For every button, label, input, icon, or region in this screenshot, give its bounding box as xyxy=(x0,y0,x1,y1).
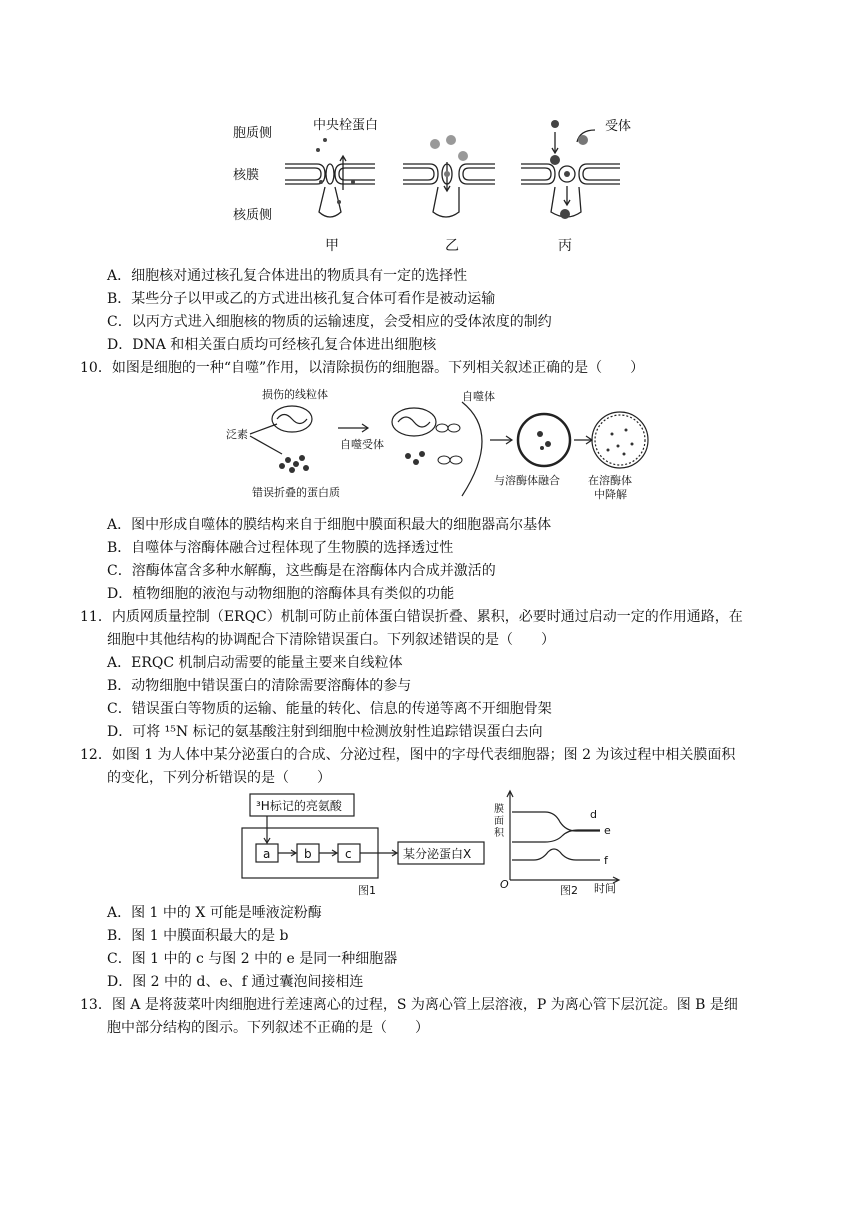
fig2-xlabel: 时间 xyxy=(594,882,616,895)
fig1-caption: 图1 xyxy=(358,884,376,897)
damaged-mito-label: 损伤的线粒体 xyxy=(262,388,328,401)
q12-stem-line1: 12．如图 1 为人体中某分泌蛋白的合成、分泌过程，图中的字母代表细胞器；图 2 为该过程中相关膜面积 xyxy=(80,747,736,763)
q13-stem-line1: 13．图 A 是将菠菜叶肉细胞进行差速离心的过程，S 为离心管上层溶液，P 为离心管下层沉淀。图 B 是细 xyxy=(80,997,738,1013)
q11-option-a: A．ERQC 机制启动需要的能量主要来自线粒体 xyxy=(107,655,403,671)
q10-stem: 10．如图是细胞的一种“自噬”作用，以清除损伤的细胞器。下列相关叙述正确的是（ ） xyxy=(80,360,645,376)
fuse-label: 与溶酶体融合 xyxy=(494,474,560,487)
nucleo-side-label: 核质侧 xyxy=(233,208,273,223)
degrade-label-2: 中降解 xyxy=(594,488,627,501)
q12-option-b: B．图 1 中膜面积最大的是 b xyxy=(107,928,289,944)
fig2-ylabel-1: 膜 xyxy=(494,804,504,815)
receptor-label: 受体 xyxy=(605,119,632,134)
q12-stem-line2: 的变化，下列分析错误的是（ ） xyxy=(107,770,331,786)
nuclear-pore-figure xyxy=(225,112,645,257)
jia-label: 甲 xyxy=(325,238,339,254)
q11-option-c: C．错误蛋白等物质的运输、能量的转化、信息的传递等离不开细胞骨架 xyxy=(107,701,552,717)
q9-option-d: D．DNA 和相关蛋白质均可经核孔复合体进出细胞核 xyxy=(107,337,437,353)
autophagy-figure xyxy=(222,384,662,504)
cyto-side-label: 胞质侧 xyxy=(233,126,273,141)
q9-option-c: C．以丙方式进入细胞核的物质的运输速度，会受相应的受体浓度的制约 xyxy=(107,314,552,330)
degrade-label-1: 在溶酶体 xyxy=(588,474,632,487)
membrane-label: 核膜 xyxy=(233,168,260,183)
ubiquitin-label: 泛素 xyxy=(226,428,248,441)
q10-option-d: D．植物细胞的液泡与动物细胞的溶酶体具有类似的功能 xyxy=(107,586,455,602)
q11-option-d: D．可将 ¹⁵N 标记的氨基酸注射到细胞中检测放射性追踪错误蛋白去向 xyxy=(107,724,543,740)
q10-option-c: C．溶酶体富含多种水解酶，这些酶是在溶酶体内合成并激活的 xyxy=(107,563,496,579)
q11-stem-line1: 11．内质网质量控制（ERQC）机制可防止前体蛋白错误折叠、累积，必要时通过启动一定的作用通路，在 xyxy=(80,609,743,625)
q10-option-b: B．自噬体与溶酶体融合过程体现了生物膜的选择透过性 xyxy=(107,540,454,556)
q9-option-a: A．细胞核对通过核孔复合体进出的物质具有一定的选择性 xyxy=(107,268,468,284)
fig1-b-label: b xyxy=(304,847,312,861)
autophagosome-label: 自噬体 xyxy=(462,390,495,403)
fig1-leucine-label: ³H标记的亮氨酸 xyxy=(256,799,342,813)
fig2-ylabel-3: 积 xyxy=(494,828,504,839)
figure-1 xyxy=(238,790,488,900)
q13-stem-line2: 胞中部分结构的图示。下列叙述不正确的是（ ） xyxy=(107,1020,429,1036)
fig2-d-label: d xyxy=(590,808,597,821)
fig2-ylabel-2: 面 xyxy=(494,816,504,827)
q12-option-a: A．图 1 中的 X 可能是唾液淀粉酶 xyxy=(107,905,322,921)
fig1-product-label: 某分泌蛋白X xyxy=(403,847,472,861)
q10-option-a: A．图中形成自噬体的膜结构来自于细胞中膜面积最大的细胞器高尔基体 xyxy=(107,517,552,533)
q11-stem-line2: 细胞中其他结构的协调配合下清除错误蛋白。下列叙述错误的是（ ） xyxy=(107,632,555,648)
q12-option-c: C．图 1 中的 c 与图 2 中的 e 是同一种细胞器 xyxy=(107,951,398,967)
fig2-e-label: e xyxy=(604,824,611,837)
fig2-caption: 图2 xyxy=(560,884,578,896)
bing-label: 丙 xyxy=(558,238,572,254)
q12-option-d: D．图 2 中的 d、e、f 通过囊泡间接相连 xyxy=(107,974,364,990)
curve-f xyxy=(512,849,600,860)
central-plug-label: 中央栓蛋白 xyxy=(313,118,379,133)
misfolded-label: 错误折叠的蛋白质 xyxy=(252,486,340,499)
fig1-a-label: a xyxy=(263,847,271,861)
curve-e xyxy=(512,830,600,842)
fig2-f-label: f xyxy=(604,854,608,867)
curve-d xyxy=(512,812,600,831)
fig2-origin-label: O xyxy=(500,878,509,891)
receptor-label-2: 自噬受体 xyxy=(340,438,384,451)
figure-2 xyxy=(490,788,630,896)
q11-option-b: B．动物细胞中错误蛋白的清除需要溶酶体的参与 xyxy=(107,678,412,694)
fig1-c-label: c xyxy=(345,847,352,861)
q9-option-b: B．某些分子以甲或乙的方式进出核孔复合体可看作是被动运输 xyxy=(107,291,496,307)
yi-label: 乙 xyxy=(445,238,459,254)
